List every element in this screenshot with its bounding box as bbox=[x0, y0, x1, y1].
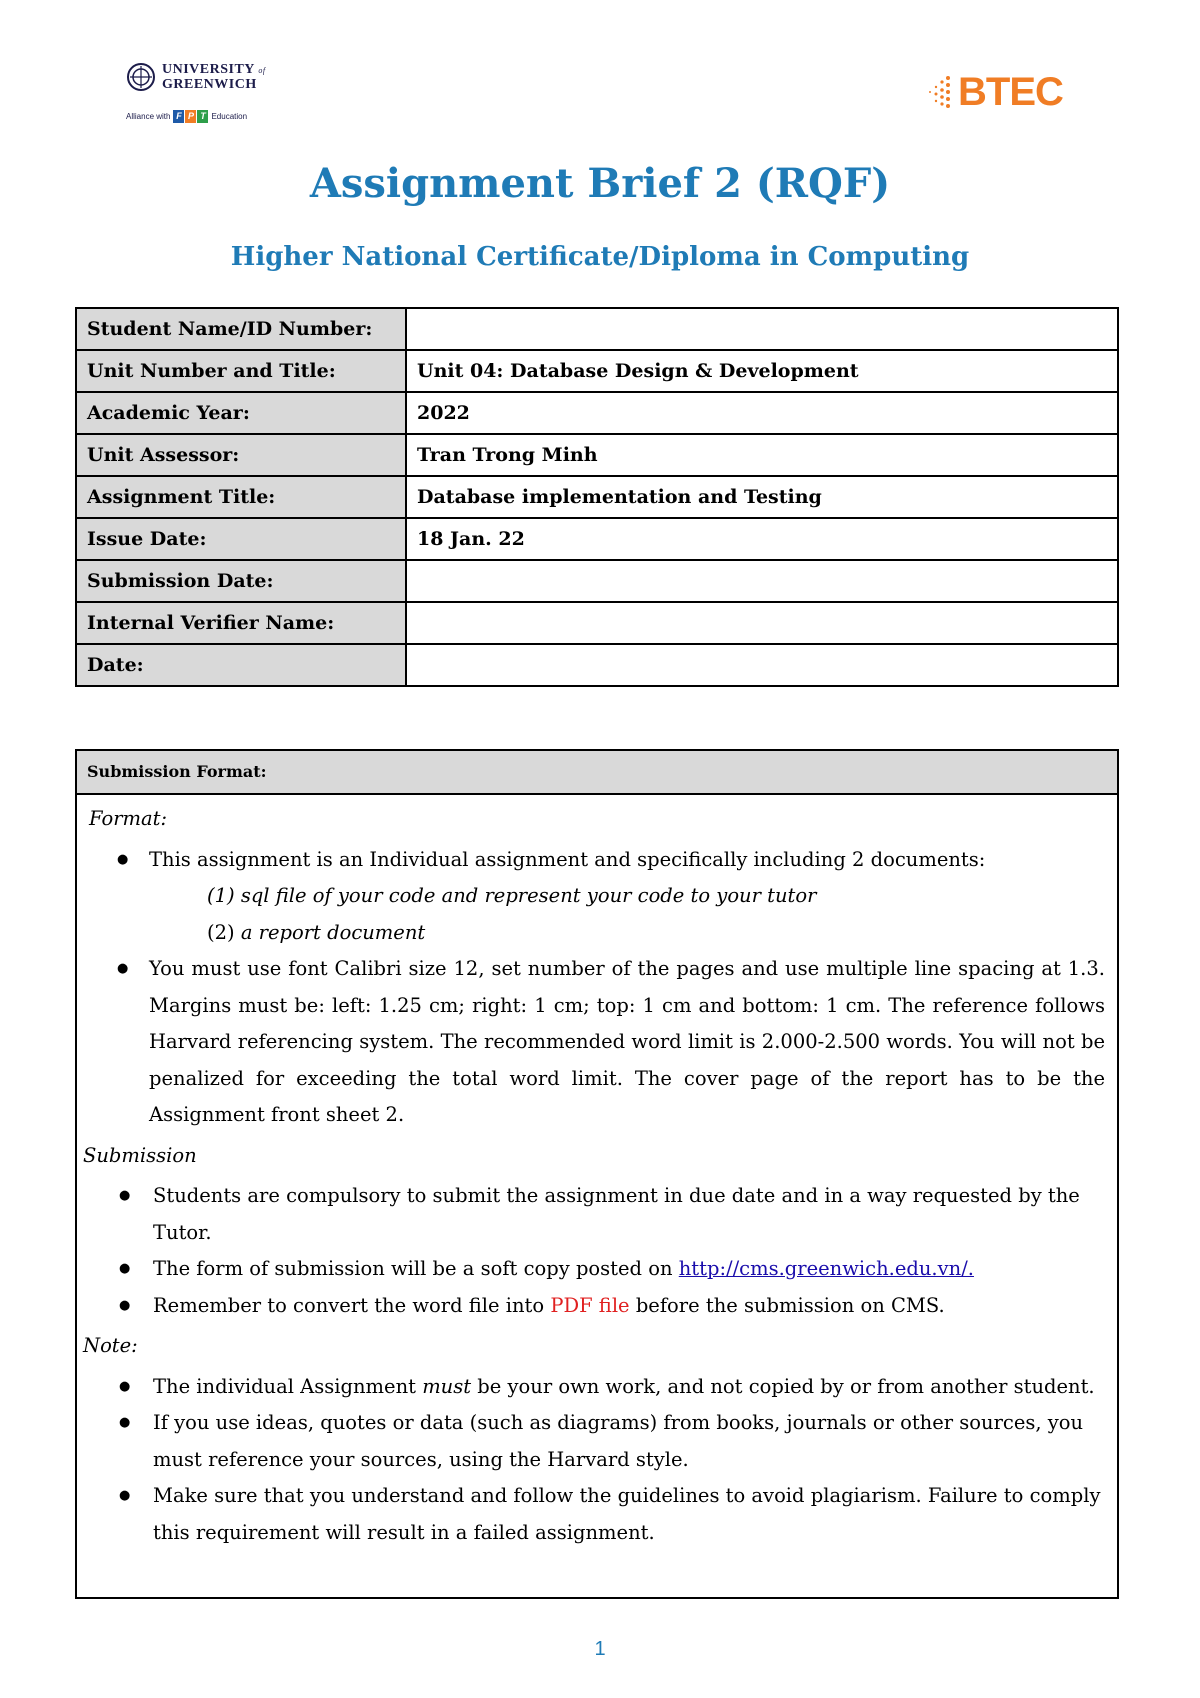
format-list bbox=[89, 842, 1105, 1134]
submission-list bbox=[89, 1178, 1105, 1324]
alliance-line bbox=[126, 110, 296, 123]
cms-link[interactable]: http://cms.greenwich.edu.vn/. bbox=[678, 1257, 974, 1280]
submission-bullet-2: The form of submission will be a soft copy posted on bbox=[153, 1257, 673, 1280]
row-value: Tran Trong Minh bbox=[406, 434, 1118, 476]
format-sub-2 bbox=[149, 915, 1105, 952]
note-list bbox=[89, 1369, 1105, 1552]
btec-dots-icon bbox=[926, 73, 954, 111]
fpt-letter-t: T bbox=[197, 110, 208, 123]
list-item bbox=[89, 1478, 1105, 1551]
submission-format-box bbox=[75, 749, 1119, 1599]
table-row bbox=[76, 644, 1118, 686]
format-sub-2-num: (2) bbox=[207, 920, 235, 944]
list-item bbox=[89, 842, 1105, 952]
format-sub-2-text: a report document bbox=[240, 920, 426, 944]
university-of: of bbox=[258, 65, 266, 75]
row-label: Submission Date: bbox=[76, 560, 406, 602]
pdf-file-text: PDF file bbox=[550, 1293, 630, 1317]
page-subtitle: Higher National Certificate/Diploma in Computing bbox=[230, 242, 970, 272]
page-title: Assignment Brief 2 (RQF) bbox=[309, 160, 891, 207]
fpt-logo bbox=[173, 110, 208, 123]
table-row bbox=[76, 476, 1118, 518]
format-sub-1: (1) sql file of your code and represent your code to your tutor bbox=[207, 884, 817, 907]
format-heading: Format: bbox=[89, 807, 168, 830]
table-row bbox=[76, 434, 1118, 476]
table-row bbox=[76, 602, 1118, 644]
note-bullet-1-suffix: be your own work, and not copied by or from another student. bbox=[477, 1374, 1095, 1398]
list-item bbox=[89, 951, 1105, 1134]
row-value bbox=[406, 560, 1118, 602]
list-item bbox=[89, 1178, 1105, 1251]
row-value: 2022 bbox=[406, 392, 1118, 434]
fpt-letter-f: F bbox=[173, 110, 184, 123]
row-value bbox=[406, 602, 1118, 644]
row-value bbox=[406, 644, 1118, 686]
list-item bbox=[89, 1251, 1105, 1288]
row-label: Student Name/ID Number: bbox=[76, 308, 406, 350]
row-value: Unit 04: Database Design & Development bbox=[406, 350, 1118, 392]
row-value: 18 Jan. 22 bbox=[406, 518, 1118, 560]
note-bullet-2: If you use ideas, quotes or data (such as diagrams) from books, journals or other sources, you must reference your sources, using the Harvard style. bbox=[153, 1411, 1084, 1471]
row-value bbox=[406, 308, 1118, 350]
crest-icon bbox=[126, 62, 156, 92]
list-item bbox=[89, 1288, 1105, 1325]
format-bullet-2: You must use font Calibri size 12, set number of the pages and use multiple line spacing at 1.3. Margins must be: left: 1.25 cm; right: 1 cm; top: 1 cm and bottom: 1 cm. The reference follows Harvard referencing system. The recommended word limit is 2.000-2.500 words. You will not be penalized for exceeding the total word limit. The cover page of the report has to be the Assignment front sheet 2. bbox=[149, 957, 1105, 1126]
table-row bbox=[76, 350, 1118, 392]
table-row bbox=[76, 560, 1118, 602]
alliance-suffix: Education bbox=[211, 112, 248, 121]
table-row bbox=[76, 308, 1118, 350]
note-bullet-3: Make sure that you understand and follow the guidelines to avoid plagiarism. Failure to comply this requirement will result in a failed assignment. bbox=[153, 1484, 1101, 1544]
row-label: Internal Verifier Name: bbox=[76, 602, 406, 644]
list-item bbox=[89, 1369, 1105, 1406]
list-item bbox=[89, 1405, 1105, 1478]
university-line1: UNIVERSITY bbox=[162, 61, 255, 77]
row-label: Unit Number and Title: bbox=[76, 350, 406, 392]
table-row bbox=[76, 518, 1118, 560]
row-label: Issue Date: bbox=[76, 518, 406, 560]
university-line2: GREENWICH bbox=[162, 76, 257, 92]
row-value: Database implementation and Testing bbox=[406, 476, 1118, 518]
btec-wordmark: BTEC bbox=[958, 70, 1063, 114]
row-label: Date: bbox=[76, 644, 406, 686]
page-number: 1 bbox=[594, 1638, 606, 1660]
submission-bullet-3-prefix: Remember to convert the word file into bbox=[153, 1293, 545, 1317]
row-label: Assignment Title: bbox=[76, 476, 406, 518]
fpt-letter-p: P bbox=[185, 110, 196, 123]
note-heading: Note: bbox=[83, 1334, 138, 1357]
note-bullet-1-prefix: The individual Assignment bbox=[153, 1374, 416, 1398]
university-greenwich-logo bbox=[126, 62, 296, 123]
submission-heading: Submission bbox=[83, 1143, 197, 1167]
submission-bullet-1: Students are compulsory to submit the assignment in due date and in a way requested by the Tutor. bbox=[153, 1184, 1080, 1244]
row-label: Unit Assessor: bbox=[76, 434, 406, 476]
btec-logo bbox=[926, 72, 1063, 112]
note-bullet-1-em: must bbox=[422, 1374, 472, 1398]
alliance-prefix: Alliance with bbox=[126, 112, 171, 121]
row-label: Academic Year: bbox=[76, 392, 406, 434]
submission-format-body bbox=[77, 795, 1117, 1551]
format-bullet-1: This assignment is an Individual assignment and specifically including 2 documents: bbox=[149, 847, 986, 871]
submission-bullet-3-suffix: before the submission on CMS. bbox=[635, 1293, 945, 1317]
info-table bbox=[75, 307, 1119, 687]
submission-format-header: Submission Format: bbox=[77, 751, 1117, 795]
table-row bbox=[76, 392, 1118, 434]
